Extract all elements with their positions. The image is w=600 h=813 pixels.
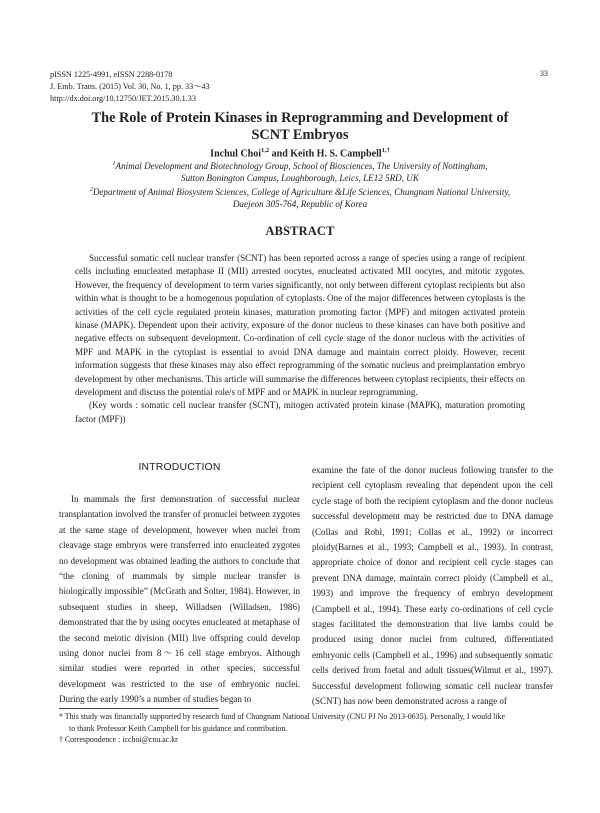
footnote-funding-cont: to thank Professor Keith Campbell for his guidance and contribution. bbox=[69, 723, 288, 733]
footnote-correspondence: † Correspondence : icchoi@cnu.ac.kr bbox=[59, 735, 178, 744]
title-line-1: The Role of Protein Kinases in Reprogramming and Development of bbox=[91, 110, 509, 126]
affiliations bbox=[40, 158, 560, 210]
affiliation-2 bbox=[40, 184, 560, 198]
journal-citation: J. Emb. Trans. (2015) Vol. 30, No. 1, pp. 33～43 bbox=[50, 82, 210, 91]
title-line-2: SCNT Embryos bbox=[251, 127, 349, 143]
affiliation-1 bbox=[40, 158, 560, 172]
body-column-right bbox=[312, 463, 553, 710]
footnotes bbox=[59, 711, 549, 746]
body-column-left bbox=[59, 492, 300, 708]
page-number: 33 bbox=[539, 69, 548, 78]
abstract-body bbox=[75, 252, 525, 426]
body-paragraph: examine the fate of the donor nucleus following transfer to the recipient cell cytoplasm revealing that dependent upon the cell cycle stage of both the recipient cytoplasm and the donor nucleus successful development may be restricted due to DNA damage (Collas and Robl, 1991; Collas et al., 1992) or incorrect ploidy(Barnes et al., 1993; Campbell et al., 1993). In contrast, appropriate choice of donor and recipient cell cycle stages can prevent DNA damage, maintain correct ploidy (Campbell et al., 1993) and improve the frequency of embryo development (Campbell et al., 1994). These early co-ordinations of cell cycle stages facilitated the demonstration that live lambs could be produced using donor nuclei from cultured, differentiated embryonic cells (Campbell et al., 1996) and subsequently somatic cells derived from foetal and adult tissues(Wilmut et al., 1997). Successful development following somatic cell nuclear transfer (SCNT) has now been demonstrated across a range of bbox=[312, 465, 553, 707]
author-conjunction: and bbox=[269, 148, 291, 160]
affil-text: Department of Animal Biosystem Sciences, College of Agriculture &Life Sciences, Chungnam National University, bbox=[92, 187, 511, 198]
abstract-heading: ABSTRACT bbox=[265, 224, 335, 238]
abstract-text: Successful somatic cell nuclear transfer (SCNT) has been reported across a range of species using a range of recipient cells including enucleated metaphase II (MII) arrested oocytes, enucleated activated MII oocytes, and mitotic zygotes. However, the frequency of development to term varies significantly, not only between different cytoplast recipients but also within what is thought to be a homogenous population of cytoplasts. One of the major differences between cytoplasts is the activities of the cell cycle regulated protein kinases, maturation promoting factor (MPF) and mitogen activated protein kinase (MAPK). Dependent upon their activity, exposure of the donor nucleus to these kinases can have both positive and negative effects on subsequent development. Co-ordination of cell cycle stage of the donor nucleus with the activities of MPF and MAPK in the cytoplast is essential to avoid DNA damage and maintain correct ploidy. However, recent information suggests that these kinases may also effect reprogramming of the somatic nucleus and preimplantation embryo development by other mechanisms. This article will summarise the differences between cytoplast recipients, their effects on development and discuss the potential role/s of MPF and or MAPK in nuclear reprogramming. bbox=[75, 253, 525, 398]
footnote-divider bbox=[59, 708, 219, 709]
footnote-funding: * This study was financially supported by research fund of Chungnam National University (CNU PJ No 2013-0635). Personally, I would like bbox=[59, 712, 505, 721]
keywords: (Key words : somatic cell nuclear transfer (SCNT), mitogen activated protein kinase (MAPK), maturation promoting factor (MPF)) bbox=[75, 400, 525, 424]
author-affil-mark: 1,† bbox=[381, 147, 390, 154]
body-paragraph: In mammals the first demonstration of successful nuclear transplantation involved the transfer of pronuclei between zygotes at the same stage of development, however when nuclei from cleavage stage embryos were transferred into enucleated zygotes no development was obtained leading the authors to conclude that “the cloning of mammals by simple nuclear transfer is biologically impossible” (McGrath and Solter, 1984). However, in subsequent studies in sheep, Willadsen (Willadsen, 1986) demonstrated that the by using oocytes enucleated at metaphase of the second meiotic division (MII) live offspring could develop using donor nuclei from 8～16 cell stage embryos. Although similar studies were reported in other species, successful development was restricted to the use of embryonic nuclei. During the early 1990’s a number of studies began to bbox=[59, 494, 300, 705]
paper-title bbox=[60, 110, 540, 144]
author-name: Inchul Choi bbox=[210, 148, 262, 160]
doi-link[interactable]: http://dx.doi.org/10.12750/JET.2015.30.1.33 bbox=[50, 94, 196, 103]
affiliation-1-cont: Sutton Bonington Campus, Loughborough, Leics, LE12 5RD, UK bbox=[181, 173, 419, 184]
affiliation-2-cont: Daejeon 305-764, Republic of Korea bbox=[232, 199, 368, 210]
introduction-heading-wrap bbox=[59, 462, 300, 485]
author-affil-mark: 1,2 bbox=[261, 147, 270, 154]
affil-mark: 2 bbox=[89, 187, 93, 194]
author-name: Keith H. S. Campbell bbox=[290, 148, 382, 160]
issn-line: pISSN 1225-4991, eISSN 2288-0178 bbox=[50, 70, 173, 79]
affil-mark: 1 bbox=[112, 161, 116, 167]
affil-text: Animal Development and Biotechnology Group, School of Biosciences, The University of Nottingham, bbox=[115, 161, 488, 172]
introduction-heading: INTRODUCTION bbox=[138, 462, 221, 473]
journal-header bbox=[50, 69, 210, 105]
